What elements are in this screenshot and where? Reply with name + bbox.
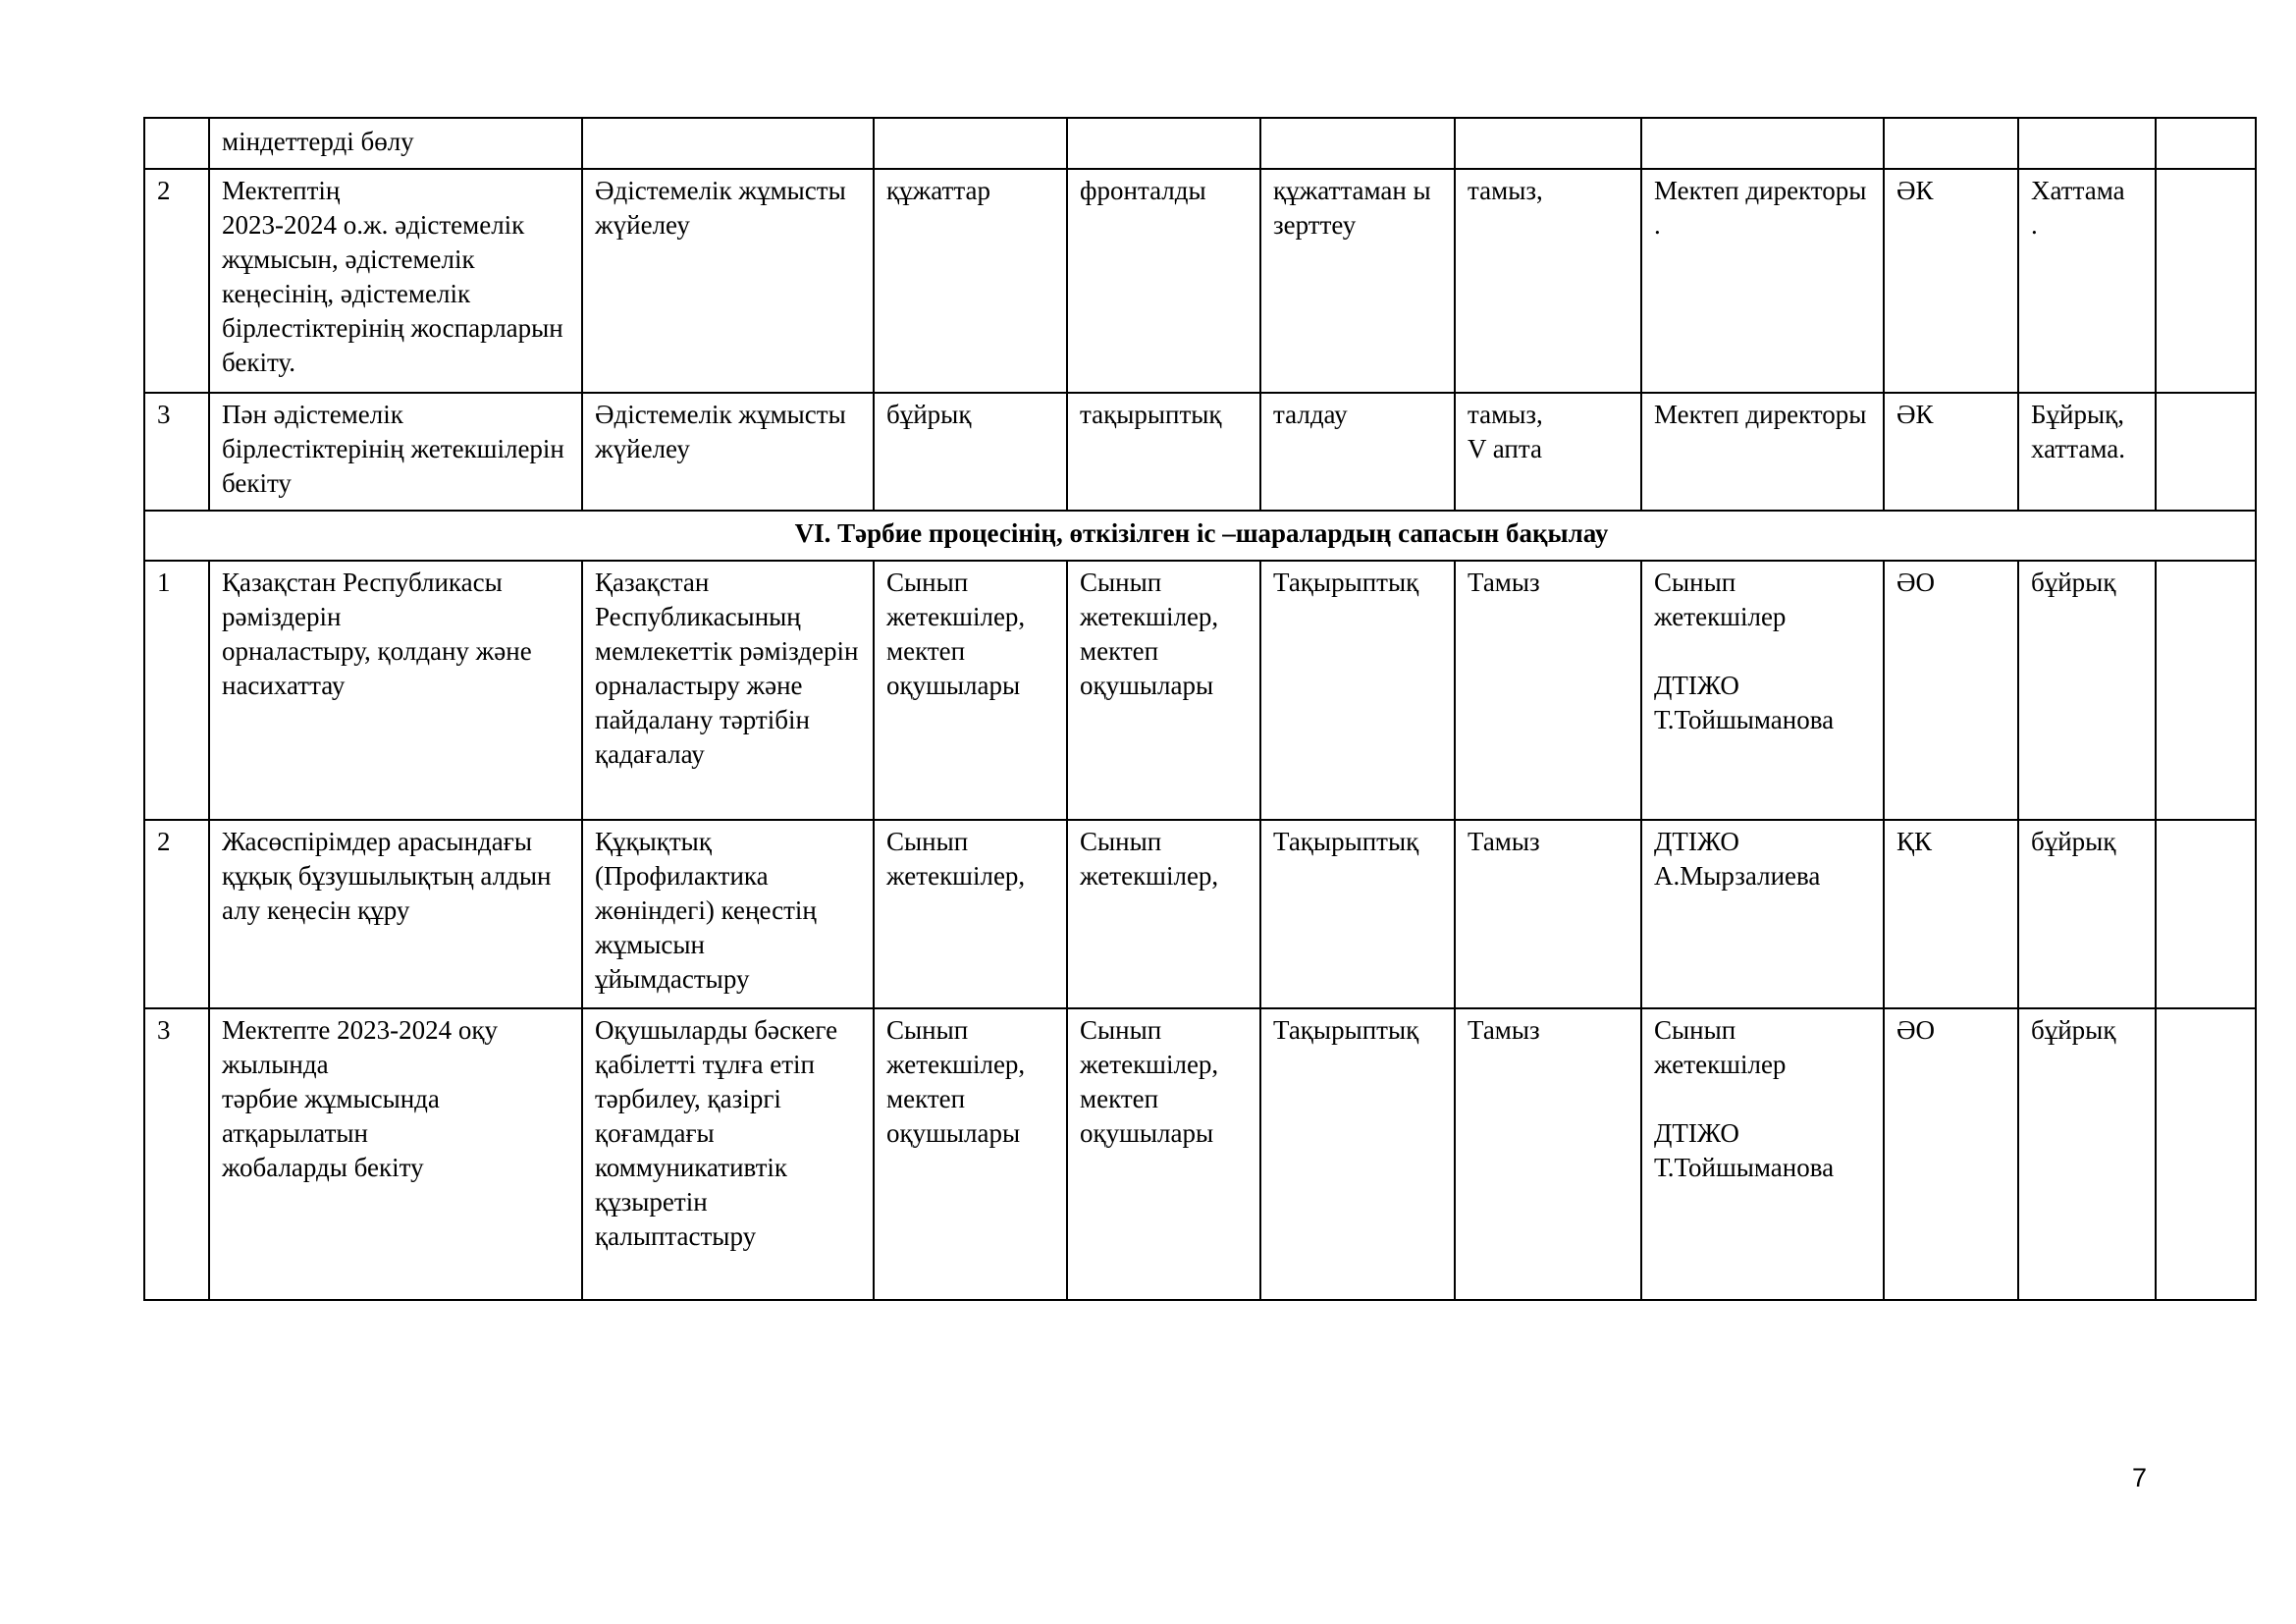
cell-extra [2156, 393, 2256, 511]
cell-purpose: Әдістемелік жұмысты жүйелеу [582, 169, 874, 393]
cell-content: міндеттерді бөлу [209, 118, 582, 169]
cell-method: Тақырыптық [1260, 820, 1455, 1008]
cell-purpose: Әдістемелік жұмысты жүйелеу [582, 393, 874, 511]
cell-content: Пән әдістемелік бірлестіктерінің жетекшілерін бекіту [209, 393, 582, 511]
cell-extra [2156, 169, 2256, 393]
cell-date [1455, 118, 1641, 169]
cell-method: құжаттаман ы зерттеу [1260, 169, 1455, 393]
cell-responsible: Мектеп директоры [1641, 393, 1884, 511]
cell-method: талдау [1260, 393, 1455, 511]
cell-type: тақырыптық [1067, 393, 1260, 511]
cell-venue: ӘК [1884, 169, 2018, 393]
table-row [144, 820, 2256, 1008]
cell-object: Сынып жетекшілер, мектеп оқушылары [874, 1008, 1067, 1300]
table-row [144, 118, 2256, 169]
cell-content: Мектептің 2023-2024 о.ж. әдістемелік жұмысын, әдістемелік кеңесінің, әдістемелік бірлестіктерінің жоспарларын бекіту. [209, 169, 582, 393]
cell-date: Тамыз [1455, 820, 1641, 1008]
cell-extra [2156, 118, 2256, 169]
cell-type: Сынып жетекшілер, [1067, 820, 1260, 1008]
cell-responsible: ДТІЖО А.Мырзалиева [1641, 820, 1884, 1008]
cell-type: Сынып жетекшілер, мектеп оқушылары [1067, 561, 1260, 820]
cell-venue [1884, 118, 2018, 169]
cell-responsible [1641, 118, 1884, 169]
row-number: 2 [144, 820, 209, 1008]
table-row [144, 169, 2256, 393]
cell-result: бұйрық [2018, 820, 2156, 1008]
table-row [144, 1008, 2256, 1300]
cell-date: Тамыз [1455, 561, 1641, 820]
cell-object: құжаттар [874, 169, 1067, 393]
cell-object: бұйрық [874, 393, 1067, 511]
cell-purpose: Қазақстан Республикасының мемлекеттік рәміздерін орналастыру және пайдалану тәртібін қадағалау [582, 561, 874, 820]
cell-extra [2156, 1008, 2256, 1300]
cell-venue: ҚК [1884, 820, 2018, 1008]
cell-result: бұйрық [2018, 561, 2156, 820]
cell-method [1260, 118, 1455, 169]
row-number: 2 [144, 169, 209, 393]
cell-content: Мектепте 2023-2024 оқу жылында тәрбие жұмысында атқарылатын жобаларды бекіту [209, 1008, 582, 1300]
cell-result: Хаттама . [2018, 169, 2156, 393]
cell-method: Тақырыптық [1260, 561, 1455, 820]
cell-responsible: Сынып жетекшілер ДТІЖО Т.Тойшыманова [1641, 1008, 1884, 1300]
cell-venue: ӘО [1884, 1008, 2018, 1300]
cell-purpose [582, 118, 874, 169]
cell-responsible: Мектеп директоры . [1641, 169, 1884, 393]
page-number: 7 [2132, 1463, 2148, 1492]
row-number: 3 [144, 393, 209, 511]
cell-venue: ӘО [1884, 561, 2018, 820]
cell-object [874, 118, 1067, 169]
cell-extra [2156, 561, 2256, 820]
row-number [144, 118, 209, 169]
cell-result [2018, 118, 2156, 169]
control-plan-table [143, 117, 2257, 1301]
cell-responsible: Сынып жетекшілер ДТІЖО Т.Тойшыманова [1641, 561, 1884, 820]
cell-venue: ӘК [1884, 393, 2018, 511]
table-row [144, 561, 2256, 820]
row-number: 1 [144, 561, 209, 820]
cell-date: Тамыз [1455, 1008, 1641, 1300]
cell-type [1067, 118, 1260, 169]
cell-result: Бұйрық, хаттама. [2018, 393, 2156, 511]
cell-date: тамыз, V апта [1455, 393, 1641, 511]
cell-extra [2156, 820, 2256, 1008]
cell-content: Жасөспірімдер арасындағы құқық бұзушылықтың алдын алу кеңесін құру [209, 820, 582, 1008]
cell-type: фронталды [1067, 169, 1260, 393]
cell-date: тамыз, [1455, 169, 1641, 393]
cell-purpose: Құқықтық (Профилактика жөніндегі) кеңестің жұмысын ұйымдастыру [582, 820, 874, 1008]
cell-result: бұйрық [2018, 1008, 2156, 1300]
cell-type: Сынып жетекшілер, мектеп оқушылары [1067, 1008, 1260, 1300]
cell-object: Сынып жетекшілер, [874, 820, 1067, 1008]
table-row [144, 393, 2256, 511]
cell-object: Сынып жетекшілер, мектеп оқушылары [874, 561, 1067, 820]
row-number: 3 [144, 1008, 209, 1300]
section-header-row [144, 511, 2256, 561]
section-title: VI. Тәрбие процесінің, өткізілген іс –шаралардың сапасын бақылау [144, 511, 2256, 561]
cell-method: Тақырыптық [1260, 1008, 1455, 1300]
cell-purpose: Оқушыларды бәскеге қабілетті тұлға етіп тәрбилеу, қазіргі қоғамдағы коммуникативтік құзыретін қалыптастыру [582, 1008, 874, 1300]
cell-content: Қазақстан Республикасы рәміздерін орналастыру, қолдану және насихаттау [209, 561, 582, 820]
